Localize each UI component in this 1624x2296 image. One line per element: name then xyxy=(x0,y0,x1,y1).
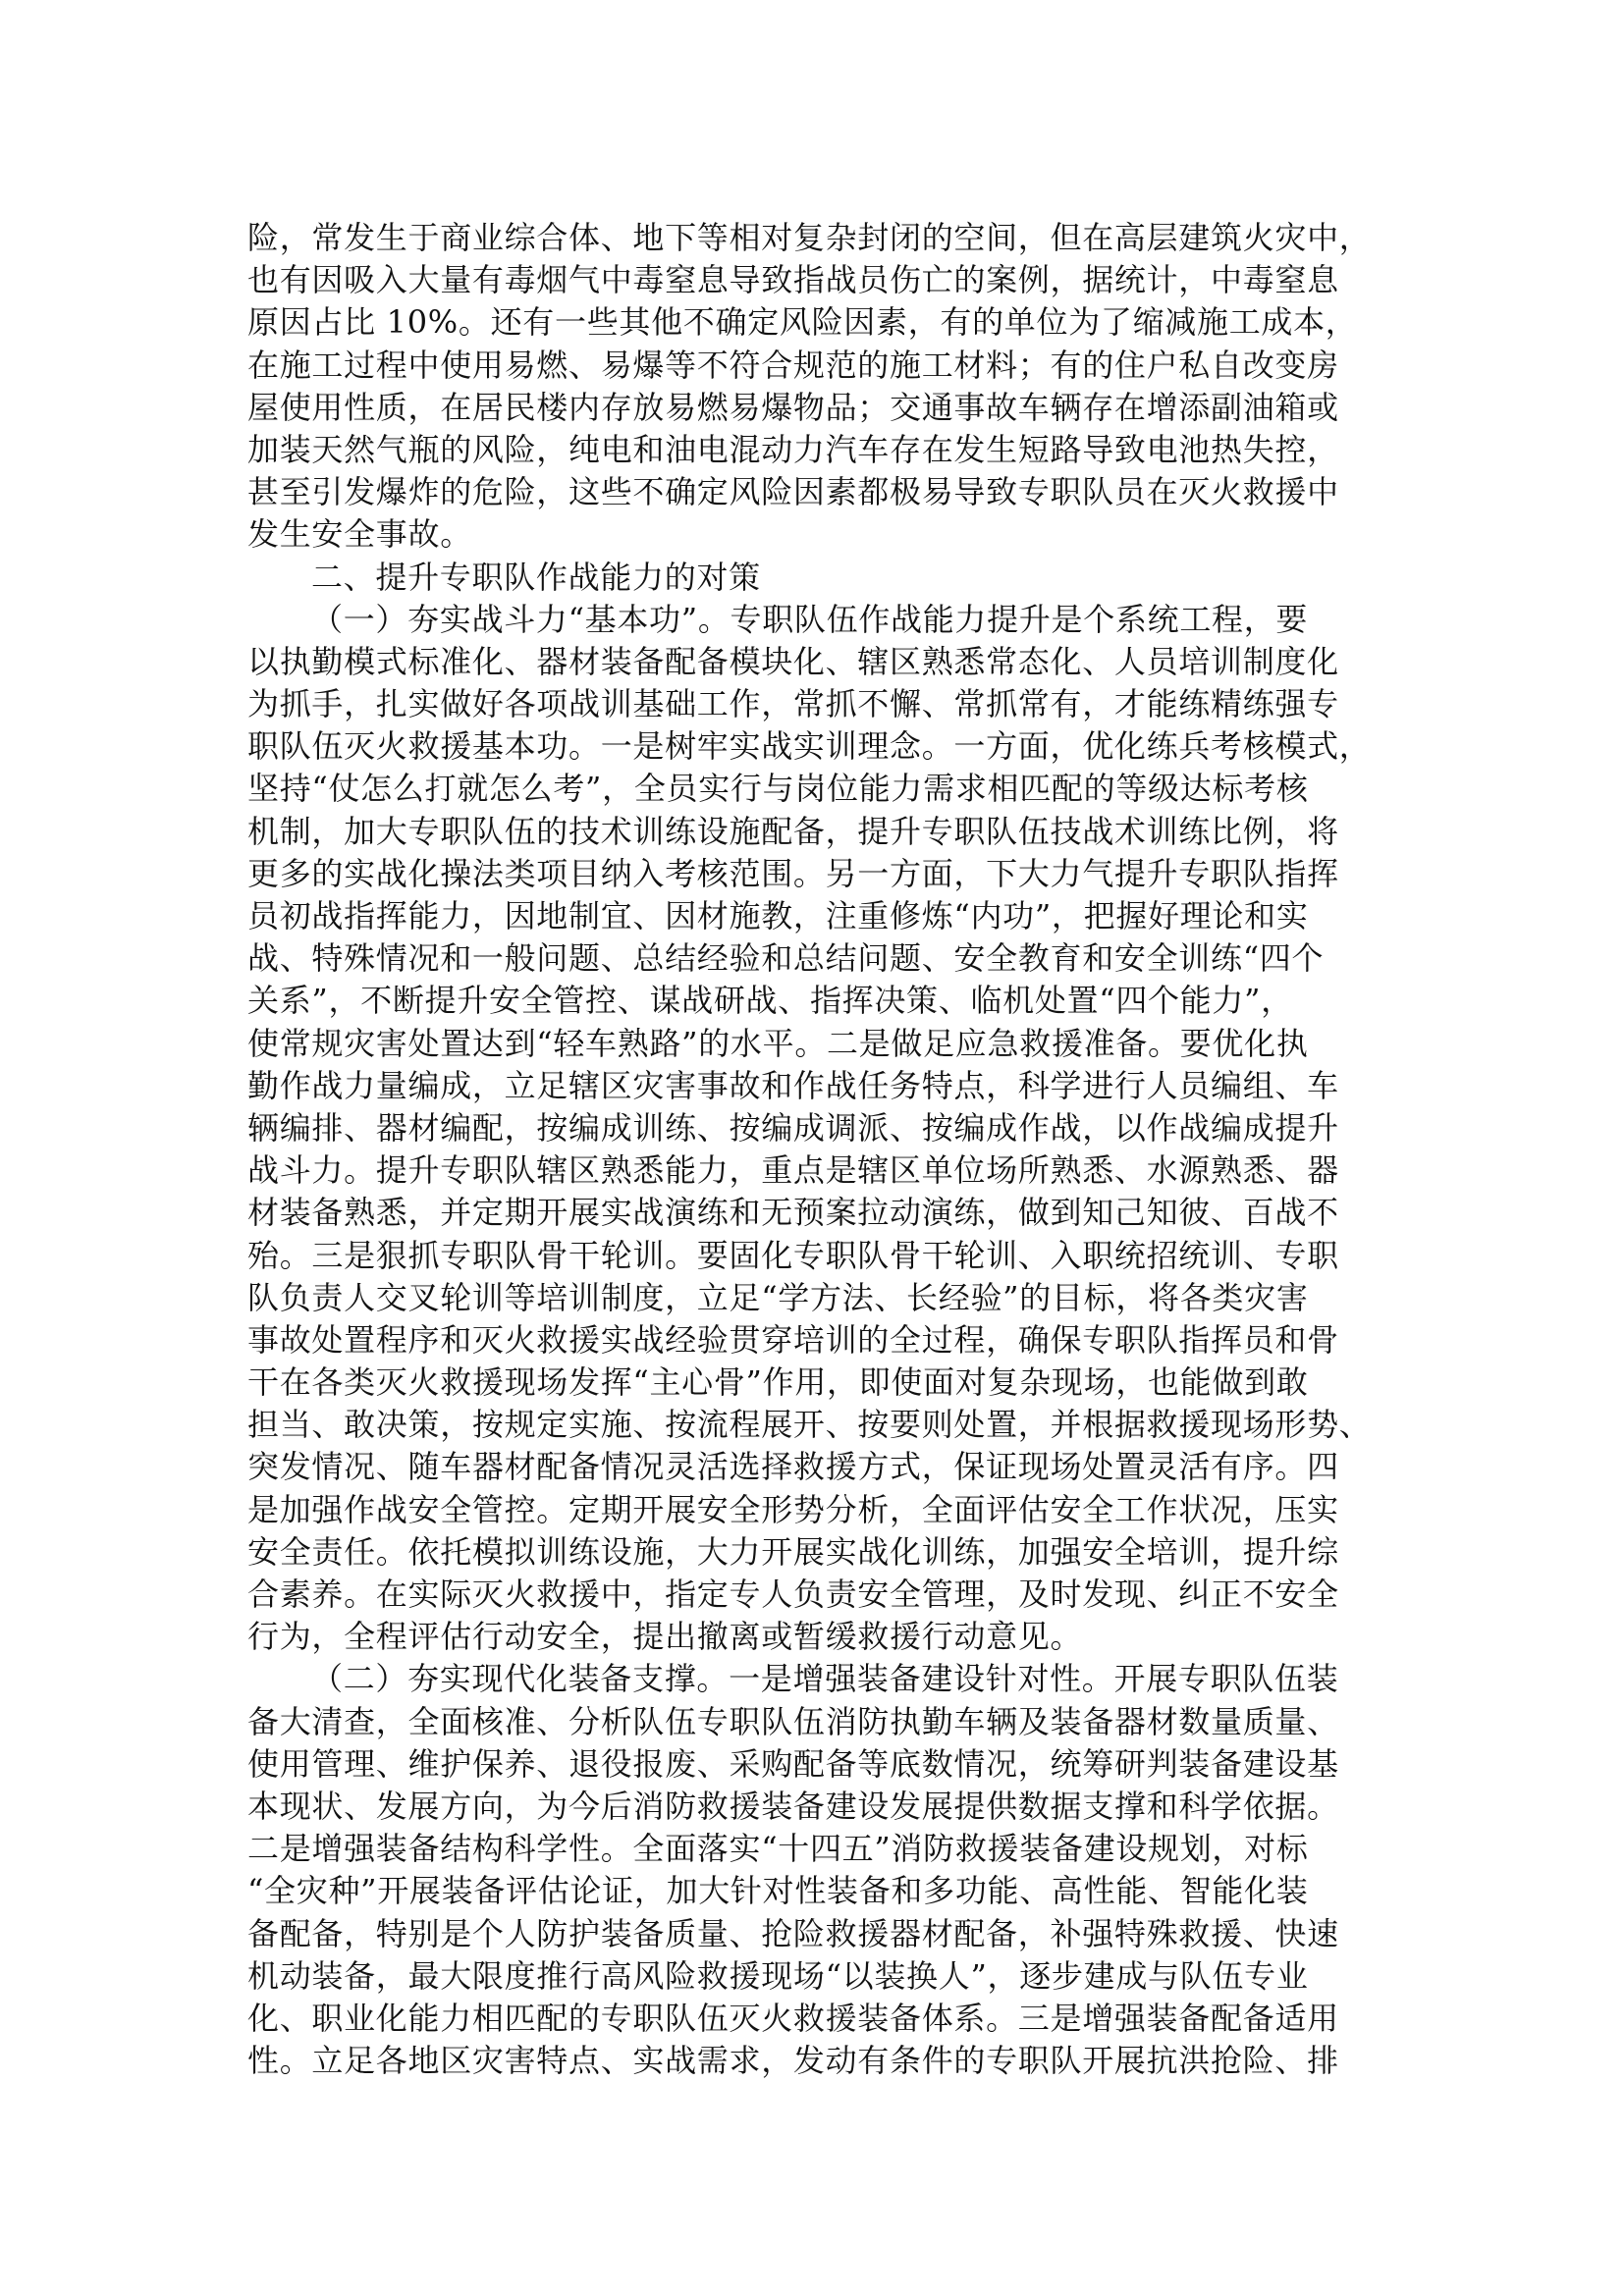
text-line: 材装备熟悉，并定期开展实战演练和无预案拉动演练，做到知己知彼、百战不 xyxy=(247,1194,1339,1232)
text-line: 甚至引发爆炸的危险，这些不确定风险因素都极易导致专职队员在灭火救援中 xyxy=(247,473,1339,511)
text-line: 加装天然气瓶的风险，纯电和油电混动力汽车存在发生短路导致电池热失控， xyxy=(247,430,1339,468)
text-line: 使用管理、维护保养、退役报废、采购配备等底数情况，统筹研判装备建设基 xyxy=(247,1744,1339,1783)
paragraph xyxy=(247,599,1426,1659)
text-line: 担当、敢决策，按规定实施、按流程展开、按要则处置，并根据救援现场形势、 xyxy=(247,1406,1372,1444)
text-line: 事故处置程序和灭火救援实战经验贯穿培训的全过程，确保专职队指挥员和骨 xyxy=(247,1320,1339,1359)
section-heading xyxy=(247,557,1426,599)
text-line: 原因占比 10%。还有一些其他不确定风险因素，有的单位为了缩减施工成本， xyxy=(247,303,1358,342)
text-line: 辆编排、器材编配，按编成训练、按编成调派、按编成作战，以作战编成提升 xyxy=(247,1108,1339,1147)
text-line: 机制，加大专职队伍的技术训练设施配备，提升专职队伍技战术训练比例，将 xyxy=(247,812,1339,850)
text-line: 屋使用性质，在居民楼内存放易燃易爆物品；交通事故车辆存在增添副油箱或 xyxy=(247,388,1339,426)
text-line: 二、提升专职队作战能力的对策 xyxy=(311,558,761,596)
paragraph xyxy=(247,217,1426,557)
text-line: 以执勤模式标准化、器材装备配备模块化、辖区熟悉常态化、人员培训制度化 xyxy=(247,642,1339,680)
text-line: 殆。三是狠抓专职队骨干轮训。要固化专职队骨干轮训、入职统招统训、专职 xyxy=(247,1236,1339,1274)
text-line: 性。立足各地区灾害特点、实战需求，发动有条件的专职队开展抗洪抢险、排 xyxy=(247,2042,1339,2080)
text-line: 备配备，特别是个人防护装备质量、抢险救援器材配备，补强特殊救援、快速 xyxy=(247,1914,1339,1952)
paragraph xyxy=(247,1658,1426,2082)
text-line: “全灾种”开展装备评估论证，加大针对性装备和多功能、高性能、智能化装 xyxy=(247,1872,1309,1910)
text-line: 使常规灾害处置达到“轻车熟路”的水平。二是做足应急救援准备。要优化执 xyxy=(247,1024,1309,1062)
text-line: 机动装备，最大限度推行高风险救援现场“以装换人”，逐步建成与队伍专业 xyxy=(247,1956,1309,1995)
text-line: 员初战指挥能力，因地制宜、因材施教，注重修炼“内功”，把握好理论和实 xyxy=(247,897,1309,934)
text-line: 二是增强装备结构科学性。全面落实“十四五”消防救援装备建设规划，对标 xyxy=(247,1830,1309,1868)
text-line: 行为，全程评估行动安全，提出撤离或暂缓救援行动意见。 xyxy=(247,1618,1083,1656)
text-line: 突发情况、随车器材配备情况灵活选择救援方式，保证现场处置灵活有序。四 xyxy=(247,1448,1339,1486)
text-line: （一）夯实战斗力“基本功”。专职队伍作战能力提升是个系统工程，要 xyxy=(311,600,1309,638)
text-line: 安全责任。依托模拟训练设施，大力开展实战化训练，加强安全培训，提升综 xyxy=(247,1532,1339,1571)
text-line: 化、职业化能力相匹配的专职队伍灭火救援装备体系。三是增强装备配备适用 xyxy=(247,1999,1339,2037)
text-line: 职队伍灭火救援基本功。一是树牢实战实训理念。一方面，优化练兵考核模式， xyxy=(247,727,1372,766)
text-line: 在施工过程中使用易燃、易爆等不符合规范的施工材料；有的住户私自改变房 xyxy=(247,346,1339,384)
text-line: 本现状、发展方向，为今后消防救援装备建设发展提供数据支撑和科学依据。 xyxy=(247,1787,1339,1825)
text-line: 发生安全事故。 xyxy=(247,515,472,554)
text-line: 干在各类灭火救援现场发挥“主心骨”作用，即使面对复杂现场，也能做到敢 xyxy=(247,1363,1309,1402)
text-line: （二）夯实现代化装备支撑。一是增强装备建设针对性。开展专职队伍装 xyxy=(311,1660,1339,1698)
text-line: 坚持“仗怎么打就怎么考”，全员实行与岗位能力需求相匹配的等级达标考核 xyxy=(247,770,1309,808)
text-line: 关系”，不断提升安全管控、谋战研战、指挥决策、临机处置“四个能力”， xyxy=(247,982,1293,1020)
text-line: 为抓手，扎实做好各项战训基础工作，常抓不懈、常抓常有，才能练精练强专 xyxy=(247,685,1339,723)
text-line: 队负责人交叉轮训等培训制度，立足“学方法、长经验”的目标，将各类灾害 xyxy=(247,1278,1309,1316)
text-line: 也有因吸入大量有毒烟气中毒窒息导致指战员伤亡的案例，据统计，中毒窒息 xyxy=(247,261,1339,299)
text-line: 备大清查，全面核准、分析队伍专职队伍消防执勤车辆及装备器材数量质量、 xyxy=(247,1702,1339,1740)
text-line: 是加强作战安全管控。定期开展安全形势分析，全面评估安全工作状况，压实 xyxy=(247,1490,1339,1528)
text-line: 战斗力。提升专职队辖区熟悉能力，重点是辖区单位场所熟悉、水源熟悉、器 xyxy=(247,1151,1339,1190)
text-line: 战、特殊情况和一般问题、总结经验和总结问题、安全教育和安全训练“四个 xyxy=(247,939,1325,978)
document-body xyxy=(247,217,1426,2082)
text-line: 险，常发生于商业综合体、地下等相对复杂封闭的空间，但在高层建筑火灾中， xyxy=(247,219,1372,256)
text-line: 合素养。在实际灭火救援中，指定专人负责安全管理，及时发现、纠正不安全 xyxy=(247,1575,1339,1613)
text-line: 勤作战力量编成，立足辖区灾害事故和作战任务特点，科学进行人员编组、车 xyxy=(247,1066,1339,1104)
text-line: 更多的实战化操法类项目纳入考核范围。另一方面，下大力气提升专职队指挥 xyxy=(247,854,1339,892)
